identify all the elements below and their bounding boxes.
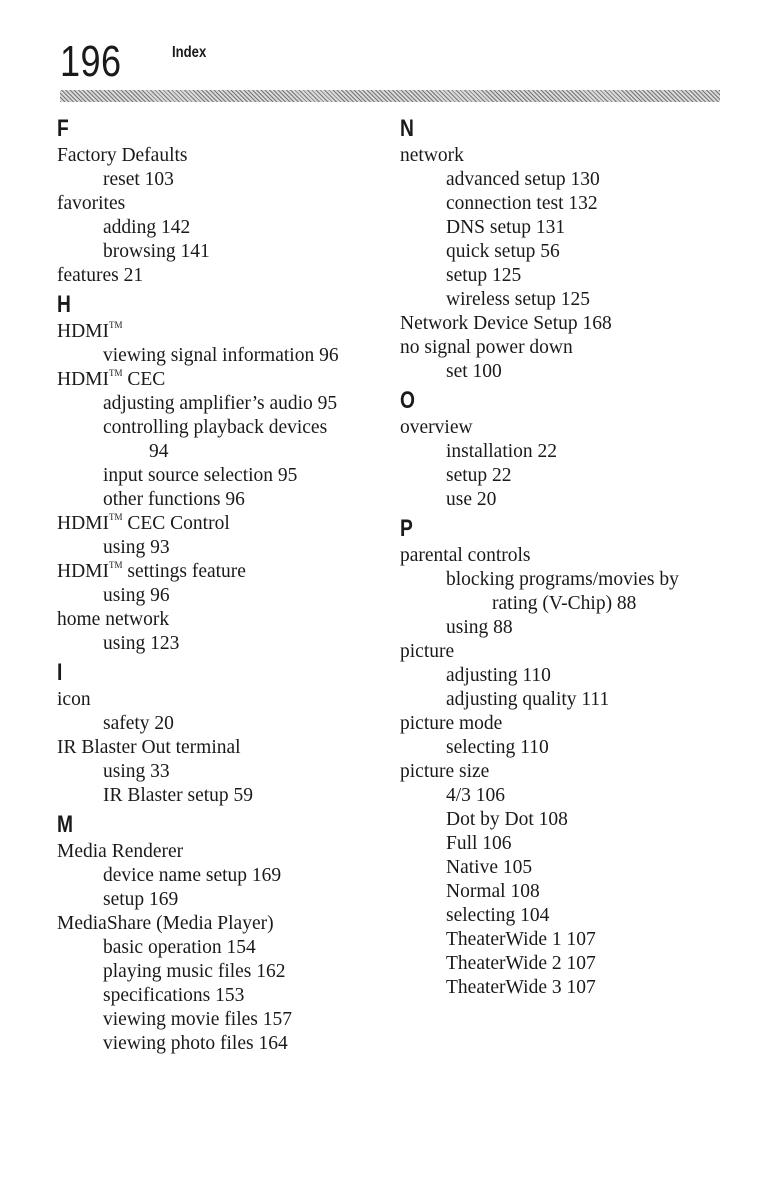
entry-term-suffix: CEC <box>122 369 166 390</box>
index-entry: Media Renderer <box>57 841 184 862</box>
index-entry <box>57 368 377 392</box>
index-subentry: adjusting quality 111 <box>446 689 610 710</box>
index-subentry: specifications 153 <box>103 985 245 1006</box>
letter-heading-i: I <box>57 659 63 686</box>
section-title: Index <box>172 44 207 61</box>
index-subentry: use 20 <box>446 489 497 510</box>
index-entry: Factory Defaults <box>57 145 188 166</box>
index-subentry: using 123 <box>103 633 180 654</box>
index-subentry: reset 103 <box>103 169 174 190</box>
index-subentry: Dot by Dot 108 <box>446 809 568 830</box>
index-entry <box>57 560 377 584</box>
index-entry: home network <box>57 609 170 630</box>
index-subentry: Native 105 <box>446 857 533 878</box>
index-entry: overview <box>400 417 473 438</box>
trademark-mark: TM <box>109 368 123 378</box>
index-subentry: adding 142 <box>103 217 191 238</box>
index-subentry: adjusting amplifier’s audio 95 <box>103 393 338 414</box>
page-number: 196 <box>60 37 122 86</box>
index-subentry: using 33 <box>103 761 170 782</box>
index-subentry: input source selection 95 <box>103 465 298 486</box>
index-subentry: using 88 <box>446 617 513 638</box>
index-entry: IR Blaster Out terminal <box>57 737 241 758</box>
index-subentry: setup 169 <box>103 889 179 910</box>
entry-term-suffix: CEC Control <box>122 513 230 534</box>
index-entry: MediaShare (Media Player) <box>57 913 274 934</box>
index-column-right <box>400 114 720 1000</box>
index-entry: parental controls <box>400 545 531 566</box>
entry-term: HDMI <box>57 369 109 390</box>
index-subentry: setup 22 <box>446 465 512 486</box>
index-subentry: playing music files 162 <box>103 961 286 982</box>
index-subentry: controlling playback devices <box>103 417 328 438</box>
trademark-mark: TM <box>109 512 123 522</box>
index-subentry: browsing 141 <box>103 241 210 262</box>
index-subentry: quick setup 56 <box>446 241 560 262</box>
index-subentry: TheaterWide 3 107 <box>446 977 596 998</box>
index-subentry: selecting 104 <box>446 905 550 926</box>
index-subentry: connection test 132 <box>446 193 598 214</box>
index-subentry: setup 125 <box>446 265 522 286</box>
index-entry: favorites <box>57 193 126 214</box>
index-subentry: advanced setup 130 <box>446 169 600 190</box>
index-entry: network <box>400 145 464 166</box>
page-header <box>60 36 720 88</box>
index-subentry: viewing photo files 164 <box>103 1033 288 1054</box>
entry-term: HDMI <box>57 513 109 534</box>
index-entry <box>57 320 377 344</box>
index-subentry: viewing signal information 96 <box>103 345 339 366</box>
index-subentry: other functions 96 <box>103 489 245 510</box>
index-entry: picture mode <box>400 713 503 734</box>
index-column-left <box>57 114 377 1056</box>
index-subentry: Normal 108 <box>446 881 540 902</box>
index-entry: no signal power down <box>400 337 573 358</box>
entry-term: HDMI <box>57 561 109 582</box>
index-entry: picture size <box>400 761 490 782</box>
letter-heading-m: M <box>57 811 73 838</box>
index-subentry: 4/3 106 <box>446 785 506 806</box>
index-subentry: TheaterWide 2 107 <box>446 953 596 974</box>
index-entry: picture <box>400 641 455 662</box>
letter-heading-p: P <box>400 515 413 542</box>
index-subentry: selecting 110 <box>446 737 549 758</box>
index-subentry: rating (V-Chip) 88 <box>492 593 637 614</box>
index-subentry: TheaterWide 1 107 <box>446 929 596 950</box>
index-subentry: 94 <box>149 441 169 462</box>
index-subentry: using 96 <box>103 585 170 606</box>
trademark-mark: TM <box>109 320 123 330</box>
index-subentry: viewing movie files 157 <box>103 1009 293 1030</box>
index-subentry: safety 20 <box>103 713 174 734</box>
index-subentry: using 93 <box>103 537 170 558</box>
letter-heading-f: F <box>57 115 69 142</box>
letter-heading-h: H <box>57 291 71 318</box>
trademark-mark: TM <box>109 560 123 570</box>
header-rule <box>60 90 720 102</box>
index-subentry: basic operation 154 <box>103 937 256 958</box>
letter-heading-n: N <box>400 115 414 142</box>
entry-term: HDMI <box>57 321 109 342</box>
index-subentry: adjusting 110 <box>446 665 551 686</box>
index-subentry: installation 22 <box>446 441 558 462</box>
index-entry: features 21 <box>57 265 144 286</box>
entry-term-suffix: settings feature <box>122 561 246 582</box>
index-subentry: Full 106 <box>446 833 512 854</box>
index-subentry: DNS setup 131 <box>446 217 566 238</box>
index-subentry: blocking programs/movies by <box>446 569 679 590</box>
index-entry: Network Device Setup 168 <box>400 313 612 334</box>
letter-heading-o: O <box>400 387 415 414</box>
index-subentry: device name setup 169 <box>103 865 282 886</box>
index-entry <box>57 512 377 536</box>
index-entry: icon <box>57 689 91 710</box>
index-subentry: IR Blaster setup 59 <box>103 785 254 806</box>
index-subentry: wireless setup 125 <box>446 289 591 310</box>
index-subentry: set 100 <box>446 361 502 382</box>
